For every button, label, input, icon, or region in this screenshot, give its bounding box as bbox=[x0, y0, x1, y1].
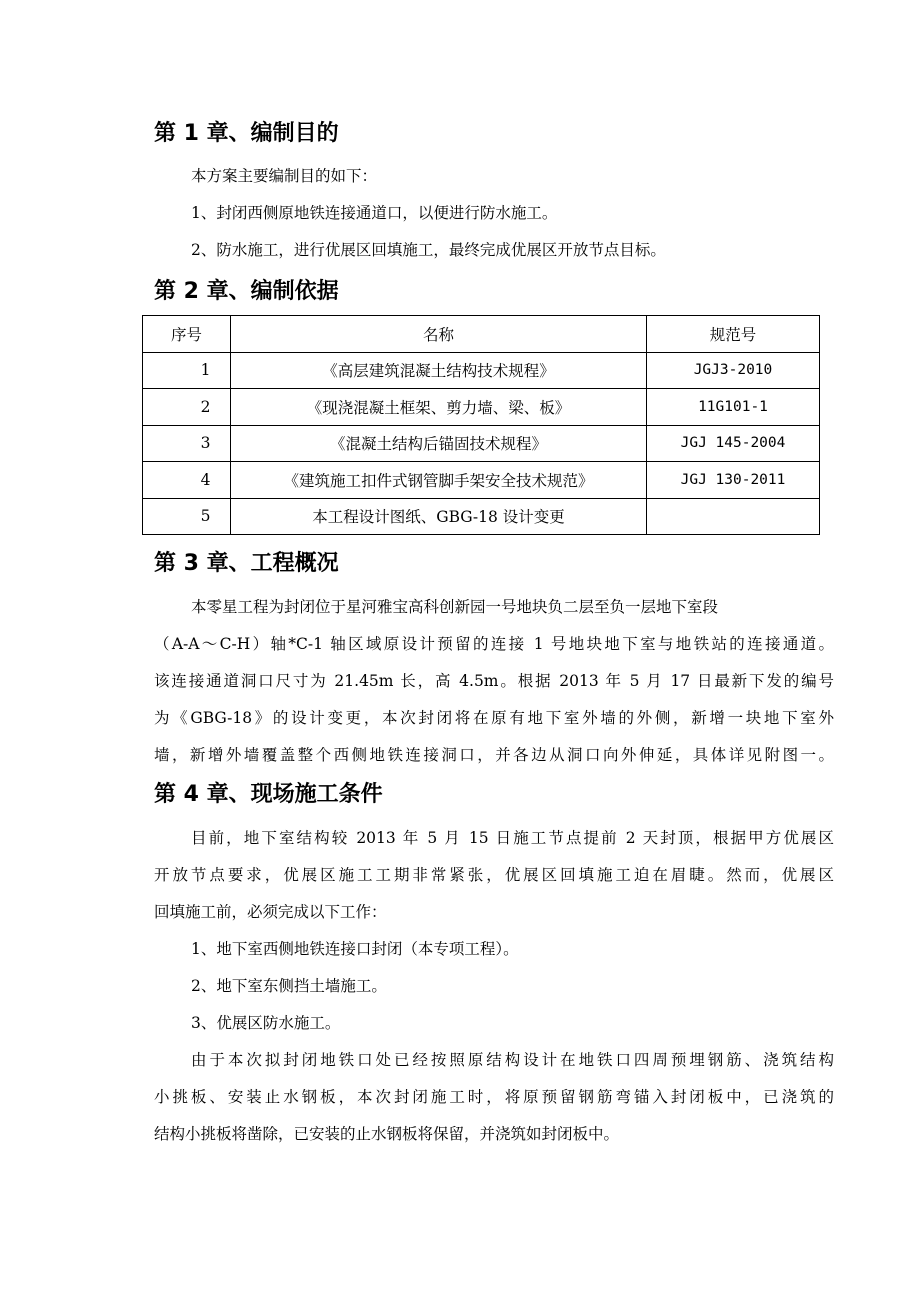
table-row bbox=[143, 498, 820, 535]
row-code bbox=[647, 498, 820, 535]
chapter-4-para1-line: 目前，地下室结构较 2013 年 5 月 15 日施工节点提前 2 天封顶，根据甲方优展区 bbox=[191, 829, 834, 847]
chapter-4-para1-line: 开放节点要求，优展区施工工期非常紧张，优展区回填施工迫在眉睫。然而，优展区 bbox=[154, 866, 834, 884]
header-name: 名称 bbox=[231, 316, 647, 353]
row-name: 本工程设计图纸、GBG-18 设计变更 bbox=[231, 498, 647, 535]
chapter-4-item-1: 1、地下室西侧地铁连接口封闭（本专项工程）。 bbox=[191, 940, 519, 958]
row-name: 《建筑施工扣件式钢管脚手架安全技术规范》 bbox=[231, 462, 647, 499]
chapter-3-line: 本零星工程为封闭位于星河雅宝高科创新园一号地块负二层至负一层地下室段 bbox=[191, 598, 719, 616]
standards-table bbox=[142, 315, 820, 535]
row-no: 1 bbox=[143, 352, 231, 389]
header-no: 序号 bbox=[143, 316, 231, 353]
chapter-4-para1-line: 回填施工前，必须完成以下工作： bbox=[154, 903, 387, 921]
row-name: 《混凝土结构后锚固技术规程》 bbox=[231, 425, 647, 462]
header-code: 规范号 bbox=[647, 316, 820, 353]
chapter-1-item-2: 2、防水施工，进行优展区回填施工，最终完成优展区开放节点目标。 bbox=[191, 241, 666, 259]
chapter-3-line: 该连接通道洞口尺寸为 21.45m 长，高 4.5m。根据 2013 年 5 月 17 日最新下发的编号 bbox=[154, 672, 834, 690]
chapter-1-item-1: 1、封闭西侧原地铁连接通道口，以便进行防水施工。 bbox=[191, 204, 558, 222]
row-code: JGJ 145-2004 bbox=[647, 425, 820, 462]
row-name: 《高层建筑混凝土结构技术规程》 bbox=[231, 352, 647, 389]
chapter-4-title: 第 4 章、现场施工条件 bbox=[154, 782, 383, 807]
table-row bbox=[143, 352, 820, 389]
row-code: JGJ3-2010 bbox=[647, 352, 820, 389]
table-row bbox=[143, 462, 820, 499]
chapter-2-title: 第 2 章、编制依据 bbox=[154, 279, 339, 304]
table-header-row bbox=[143, 316, 820, 353]
row-no: 3 bbox=[143, 425, 231, 462]
chapter-4-para2-line: 小挑板、安装止水钢板，本次封闭施工时，将原预留钢筋弯锚入封闭板中，已浇筑的 bbox=[154, 1088, 834, 1106]
row-no: 2 bbox=[143, 389, 231, 426]
chapter-1-title: 第 1 章、编制目的 bbox=[154, 121, 339, 146]
chapter-4-para2-line: 结构小挑板将凿除，已安装的止水钢板将保留，并浇筑如封闭板中。 bbox=[154, 1125, 620, 1143]
row-code: 11G101-1 bbox=[647, 389, 820, 426]
table-row bbox=[143, 389, 820, 426]
row-code: JGJ 130-2011 bbox=[647, 462, 820, 499]
chapter-4-item-3: 3、优展区防水施工。 bbox=[191, 1014, 341, 1032]
chapter-4-item-2: 2、地下室东侧挡土墙施工。 bbox=[191, 977, 387, 995]
chapter-4-para2-line: 由于本次拟封闭地铁口处已经按照原结构设计在地铁口四周预埋钢筋、浇筑结构 bbox=[191, 1051, 834, 1069]
row-name: 《现浇混凝土框架、剪力墙、梁、板》 bbox=[231, 389, 647, 426]
chapter-3-line: 为《GBG-18》的设计变更，本次封闭将在原有地下室外墙的外侧，新增一块地下室外 bbox=[154, 709, 834, 727]
row-no: 4 bbox=[143, 462, 231, 499]
row-no: 5 bbox=[143, 498, 231, 535]
chapter-3-title: 第 3 章、工程概况 bbox=[154, 551, 339, 576]
chapter-3-line: 墙，新增外墙覆盖整个西侧地铁连接洞口，并各边从洞口向外伸延，具体详见附图一。 bbox=[154, 746, 834, 764]
table-row bbox=[143, 425, 820, 462]
chapter-3-line: （A-A～C-H）轴*C-1 轴区域原设计预留的连接 1 号地块地下室与地铁站的连接通道。 bbox=[154, 635, 834, 653]
chapter-1-intro: 本方案主要编制目的如下： bbox=[191, 167, 378, 185]
